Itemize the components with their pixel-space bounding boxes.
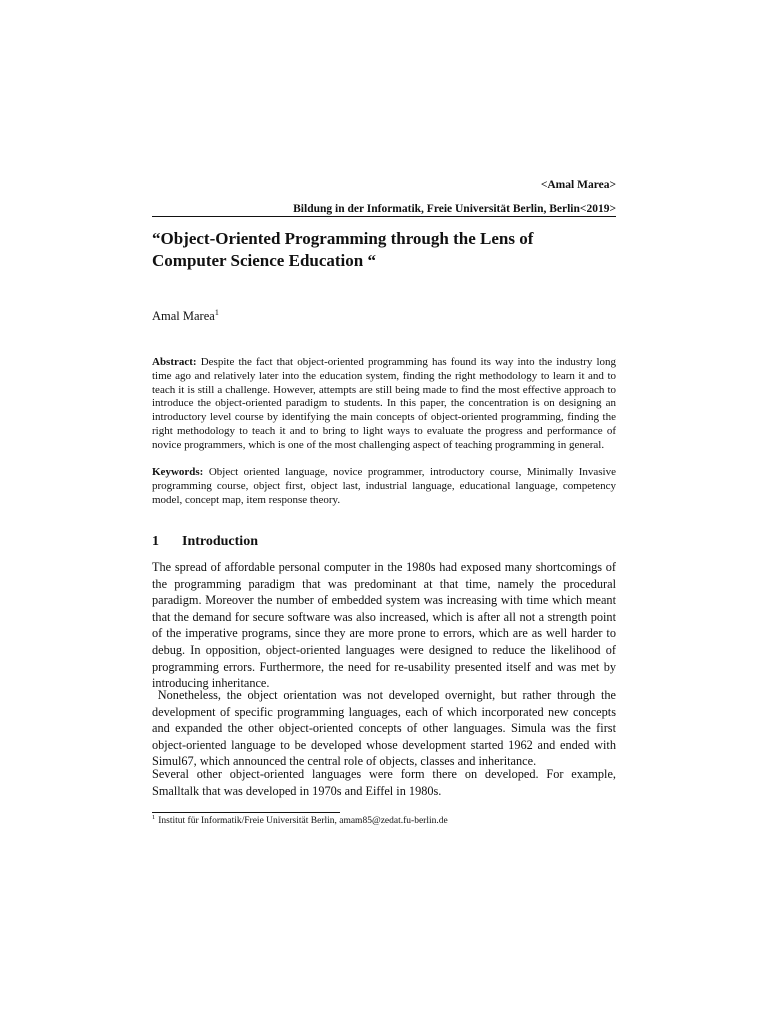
- running-header-venue: Bildung in der Informatik, Freie Universität Berlin, Berlin<2019>: [293, 203, 616, 215]
- footnote: [152, 813, 616, 826]
- paper-title: [152, 228, 616, 272]
- section-number: 1: [152, 534, 159, 549]
- keywords: [152, 466, 616, 507]
- paper-title-line-2: Computer Science Education “: [152, 251, 376, 270]
- body-paragraph: Several other object-oriented languages were form there on developed. For example, Smalltalk that was developed in 1970s and Eiffel in 1980s.: [152, 767, 616, 798]
- abstract-label: Abstract:: [152, 356, 197, 368]
- footnote-text: Institut für Informatik/Freie Universität Berlin, amam85@zedat.fu-berlin.de: [158, 816, 448, 826]
- running-header-author: <Amal Marea>: [540, 179, 616, 191]
- footnote-rule: [152, 812, 340, 813]
- author-line: [152, 309, 219, 324]
- body-paragraph: Nonetheless, the object orientation was not developed overnight, but rather through the development of specific programming languages, each of which incorporated new concepts and expanded the other object-oriented concepts of other languages. Simula was the first object-oriented language to be developed whose development started 1962 and ended with Simul67, which announced the central role of objects, classes and inheritance.: [152, 688, 620, 769]
- paper-title-line-1: “Object-Oriented Programming through the Lens of: [152, 229, 534, 248]
- section-title: Introduction: [182, 534, 258, 549]
- abstract: [152, 356, 616, 453]
- body-paragraph: The spread of affordable personal computer in the 1980s had exposed many shortcomings of the programming paradigm that was predominant at that time, namely the procedural paradigm. Moreover the number of embedded system was increasing with time which meant that the demand for secure software was also increased, which is after all not a strength point of the imperative programs, since they are more prone to errors, which are as well harder to debug. In opposition, object-oriented languages were designed to reduce the likelihood of programming errors. Furthermore, the need for re-usability presented itself and was met by introducing inheritance.: [152, 560, 616, 691]
- keywords-label: Keywords:: [152, 466, 204, 478]
- section-heading: [152, 534, 258, 550]
- footnote-mark: 1: [152, 813, 156, 821]
- author-name: Amal Marea: [152, 309, 215, 323]
- author-footnote-mark: 1: [214, 307, 219, 317]
- keywords-text: Object oriented language, novice programmer, introductory course, Minimally Invasive programming course, object first, object last, industrial language, educational language, competency model, concept map, item response theory.: [152, 466, 617, 506]
- abstract-text: Despite the fact that object-oriented programming has found its way into the industry long time ago and relatively later into the education system, finding the right methodology to learn it and to teach it is still a challenge. However, attempts are still being made to find the most effective approach to introduce the object-oriented paradigm to students. In this paper, the concentration is on designing an introductory level course by identifying the main concepts of object-oriented programming, finding the right methodology to teach it and to bring to light ways to evaluate the progress and performance of novice programmers, which is one of the most challenging aspect of teaching programming in general.: [152, 356, 616, 451]
- header-rule: [152, 216, 616, 217]
